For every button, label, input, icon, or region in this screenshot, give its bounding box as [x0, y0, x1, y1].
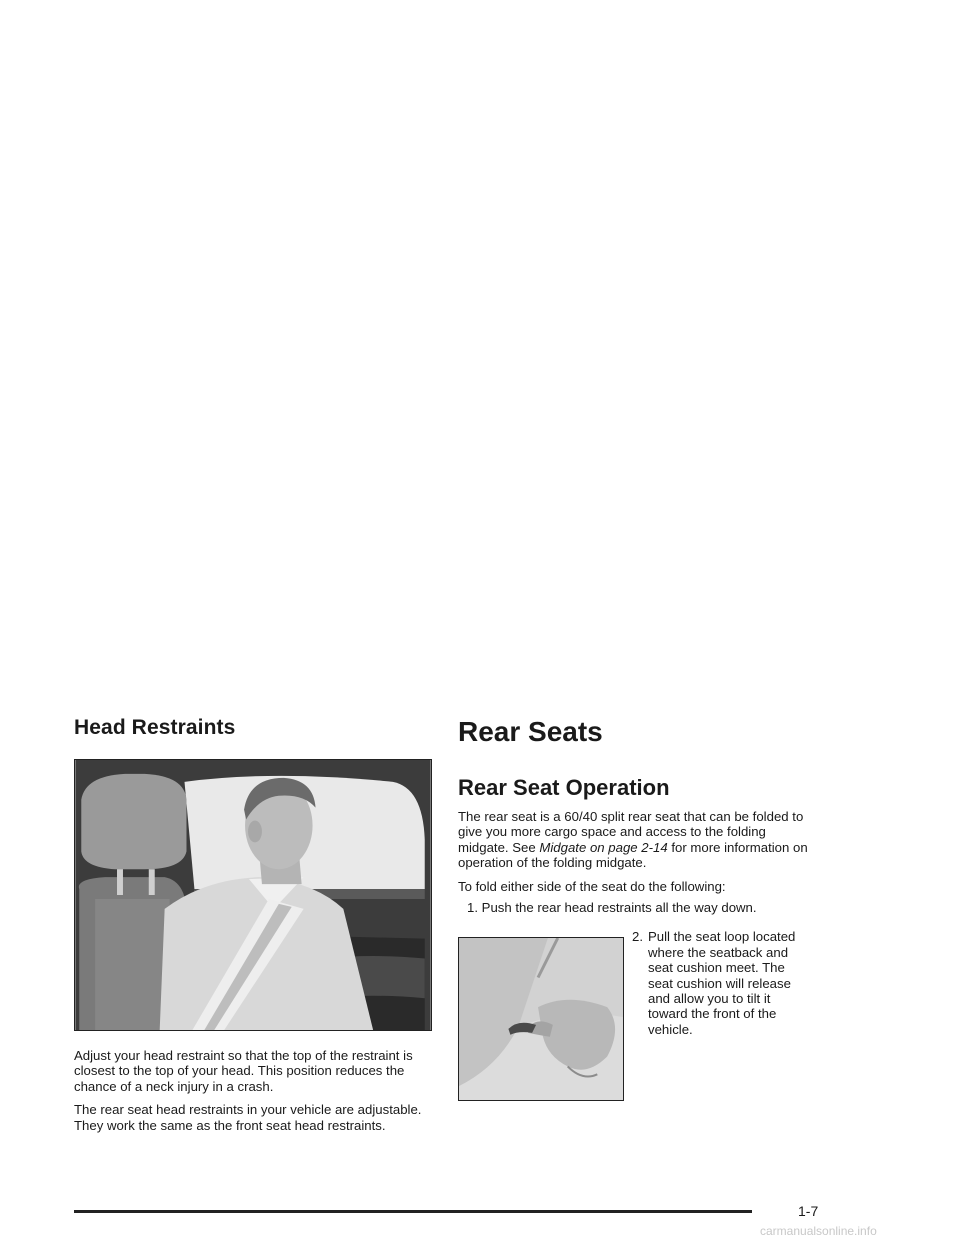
footer-rule: [74, 1210, 752, 1213]
chapter-heading-rear-seats: Rear Seats: [458, 716, 603, 747]
page-number: 1-7: [798, 1203, 819, 1219]
step-2-body: Pull the seat loop located where the seatback and seat cushion meet. The seat cushion will release and allow you to tilt it toward the front of the vehicle.: [648, 929, 796, 1037]
intro-text-continued: for more information on operation of the folding midgate.: [458, 839, 808, 871]
watermark: carmanualsonline.info: [760, 1224, 877, 1238]
step-2-text: [632, 929, 812, 1037]
intro-text: The rear seat is a 60/40 split rear seat that can be folded to give you more cargo space and access to the folding midgate. See: [458, 809, 804, 855]
head-restraint-illustration: [74, 759, 432, 1031]
step-1: 1. Push the rear head restraints all the way down.: [467, 900, 757, 916]
step-2-number: 2.: [632, 929, 643, 945]
seat-loop-illustration: [458, 937, 624, 1101]
step-2-block: [458, 929, 818, 1099]
section-heading-head-restraints: Head Restraints: [74, 716, 236, 739]
paragraph-adjust-restraint: Adjust your head restraint so that the top of the restraint is closest to the top of your head. This position reduces the chance of a neck injury in a crash.: [74, 1048, 413, 1094]
subheading-rear-seat-operation: Rear Seat Operation: [458, 775, 670, 800]
midgate-page-reference[interactable]: Midgate on page 2-14: [539, 839, 668, 855]
step-2: [632, 929, 812, 1037]
right-column: [458, 716, 818, 1099]
left-column: [74, 716, 432, 1133]
paragraph-rear-seat-intro: [458, 809, 818, 871]
paragraph-steps-intro: To fold either side of the seat do the following:: [458, 878, 726, 894]
paragraph-rear-restraints: The rear seat head restraints in your vehicle are adjustable. They work the same as the front seat head restraints.: [74, 1102, 422, 1133]
